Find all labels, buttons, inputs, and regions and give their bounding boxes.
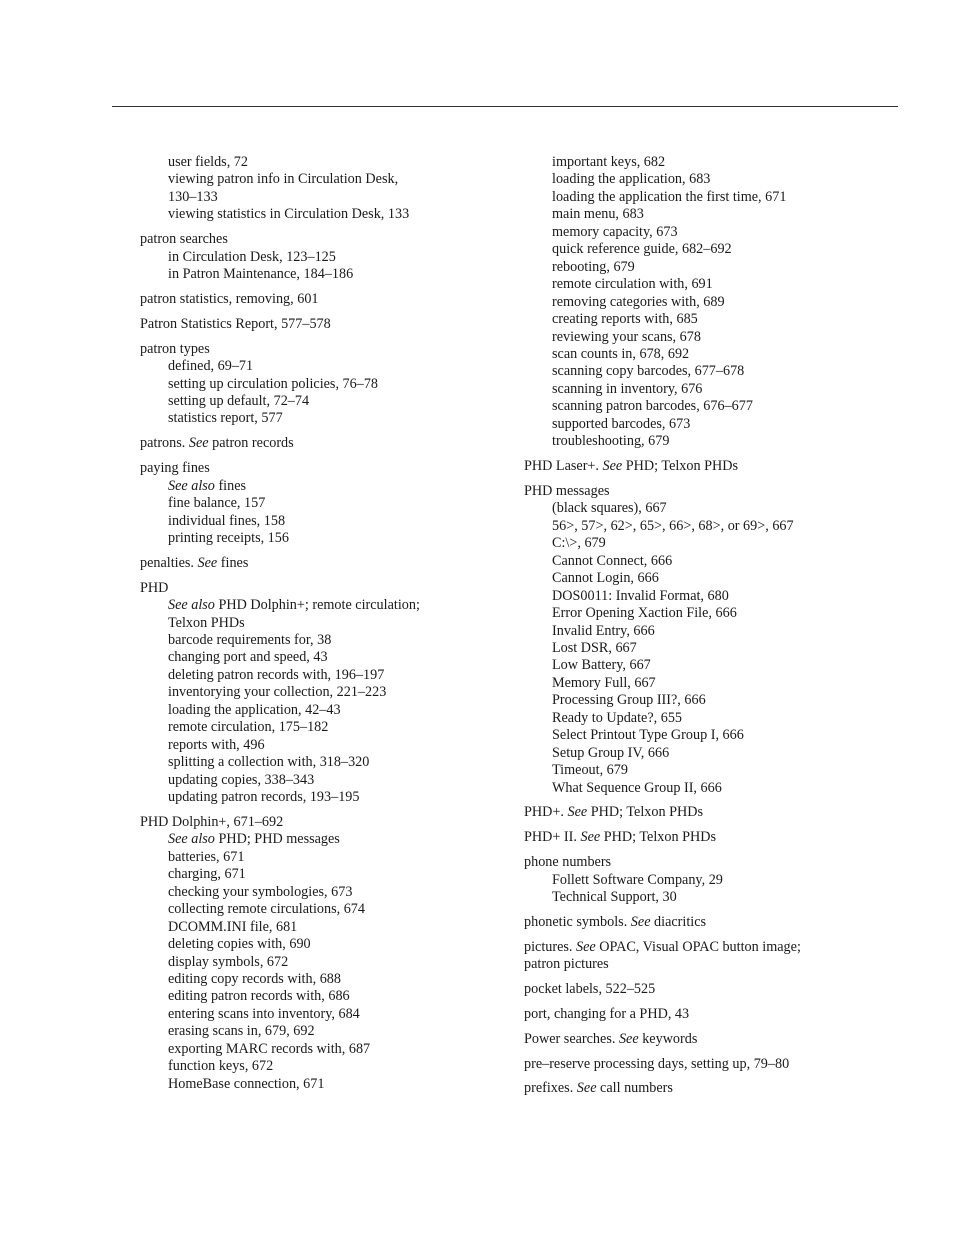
index-entry — [140, 291, 470, 308]
index-heading — [140, 580, 470, 597]
index-subentry-continuation: 130–133 — [168, 188, 218, 205]
index-subentry — [524, 346, 864, 363]
index-heading — [140, 341, 470, 358]
index-subentry — [524, 745, 864, 762]
index-subentry-text: Memory Full, 667 — [552, 674, 656, 691]
index-heading-text: phonetic symbols. — [524, 913, 628, 930]
index-subentry-text: troubleshooting, 679 — [552, 433, 670, 450]
see-reference-label: See — [618, 1030, 639, 1047]
see-reference-target: call numbers — [600, 1080, 673, 1097]
index-subentry-text: inventorying your collection, 221–223 — [168, 684, 387, 701]
index-subentry — [140, 1041, 470, 1058]
index-heading-text: PHD Dolphin+, 671–692 — [140, 813, 284, 830]
index-heading-text: penalties. — [140, 554, 194, 571]
see-reference-target: diacritics — [654, 913, 707, 930]
index-subentry-text: editing patron records with, 686 — [168, 988, 350, 1005]
index-subentry-text: DOS0011: Invalid Format, 680 — [552, 587, 729, 604]
index-subentry — [140, 154, 470, 171]
index-subentry — [140, 1076, 470, 1093]
index-subentry — [140, 971, 470, 988]
index-subentry-text: loading the application the first time, 671 — [552, 188, 787, 205]
index-subentry — [524, 381, 864, 398]
index-subentry — [140, 249, 470, 266]
index-heading-text: PHD messages — [524, 482, 610, 499]
index-subentry-continuation: Telxon PHDs — [168, 614, 245, 631]
index-entry — [524, 914, 864, 931]
index-subentry — [524, 623, 864, 640]
index-subentry — [140, 632, 470, 649]
index-subentry-text: splitting a collection with, 318–320 — [168, 754, 370, 771]
index-entry — [140, 435, 470, 452]
index-subentry-text: deleting copies with, 690 — [168, 936, 311, 953]
index-subentry — [140, 393, 470, 410]
index-heading-text: PHD+ II. — [524, 829, 577, 846]
index-subentry-text: in Circulation Desk, 123–125 — [168, 248, 336, 265]
see-reference-target: PHD; Telxon PHDs — [603, 829, 716, 846]
see-reference-label: See — [567, 804, 588, 821]
index-subentry-text: C:\>, 679 — [552, 535, 606, 552]
index-subentry-text: changing port and speed, 43 — [168, 649, 328, 666]
index-subentry — [524, 416, 864, 433]
index-subentry-text: HomeBase connection, 671 — [168, 1075, 325, 1092]
index-subentry — [524, 433, 864, 450]
index-subentry-text: PHD; PHD messages — [218, 831, 340, 848]
index-subentry-text: main menu, 683 — [552, 206, 644, 223]
index-heading-text: Power searches. — [524, 1030, 616, 1047]
index-subentry-text: scanning patron barcodes, 676–677 — [552, 398, 753, 415]
index-column-left — [140, 154, 470, 1101]
index-heading — [524, 939, 864, 974]
index-heading — [524, 1031, 864, 1048]
index-subentry-text: loading the application, 683 — [552, 171, 711, 188]
index-entry — [140, 341, 470, 428]
index-subentry — [524, 311, 864, 328]
index-subentry — [524, 500, 864, 517]
index-subentry — [140, 901, 470, 918]
see-reference-label: See — [580, 829, 601, 846]
index-subentry — [524, 889, 864, 906]
index-heading — [524, 1080, 864, 1097]
index-subentry — [140, 667, 470, 684]
index-subentry-text: editing copy records with, 688 — [168, 971, 341, 987]
index-subentry-text: in Patron Maintenance, 184–186 — [168, 266, 354, 283]
index-subentry — [524, 640, 864, 657]
index-subentry — [140, 1023, 470, 1040]
index-subentry — [140, 831, 470, 848]
index-heading-text: PHD Laser+. — [524, 458, 599, 475]
index-heading — [140, 316, 470, 333]
index-subentry-text: deleting patron records with, 196–197 — [168, 666, 385, 683]
index-subentry-text: statistics report, 577 — [168, 410, 283, 427]
index-subentry — [140, 737, 470, 754]
index-entry — [140, 460, 470, 547]
index-subentry-text: Error Opening Xaction File, 666 — [552, 605, 737, 622]
index-subentry-text: barcode requirements for, 38 — [168, 632, 332, 648]
index-subentry-text: Invalid Entry, 666 — [552, 622, 655, 639]
index-subentry — [524, 241, 864, 258]
index-entry — [524, 1056, 864, 1073]
index-subentry-text: 56>, 57>, 62>, 65>, 66>, 68>, or 69>, 667 — [552, 517, 794, 534]
index-subentry — [140, 206, 470, 223]
index-subentry — [524, 710, 864, 727]
index-subentry — [524, 675, 864, 692]
index-subentry — [140, 719, 470, 736]
index-subentry-text: updating patron records, 193–195 — [168, 789, 360, 806]
see-reference-target: OPAC, Visual OPAC button image; — [599, 938, 801, 955]
index-subentry — [140, 754, 470, 771]
index-subentry — [140, 513, 470, 530]
index-heading-text: pocket labels, 522–525 — [524, 981, 656, 998]
index-subentry — [140, 376, 470, 393]
index-entry — [140, 154, 470, 224]
index-subentry — [524, 535, 864, 552]
index-subentry-text: collecting remote circulations, 674 — [168, 901, 365, 918]
index-subentry — [524, 553, 864, 570]
index-heading — [524, 854, 864, 871]
see-reference-label: See — [576, 1080, 597, 1097]
index-subentry — [524, 329, 864, 346]
index-entry — [140, 316, 470, 333]
index-subentry — [524, 692, 864, 709]
index-heading-text: prefixes. — [524, 1080, 574, 1097]
index-subentry — [140, 789, 470, 806]
index-subentry-text: Cannot Connect, 666 — [552, 552, 673, 569]
index-heading-text: patron types — [140, 340, 210, 357]
index-subentry-text: remote circulation with, 691 — [552, 276, 713, 293]
index-heading-text: paying fines — [140, 460, 210, 477]
see-reference-target: fines — [220, 554, 249, 571]
index-subentry-text: batteries, 671 — [168, 848, 245, 865]
index-heading-text: phone numbers — [524, 854, 612, 871]
index-subentry-text: reviewing your scans, 678 — [552, 328, 701, 345]
index-subentry-text: Processing Group III?, 666 — [552, 692, 706, 709]
see-also-label: See also — [168, 597, 215, 614]
index-subentry-text: charging, 671 — [168, 866, 246, 883]
index-subentry-text: scan counts in, 678, 692 — [552, 345, 690, 362]
index-heading — [524, 1056, 864, 1073]
index-subentry — [140, 530, 470, 547]
index-heading-text: pre–reserve processing days, setting up, 79–80 — [524, 1055, 790, 1072]
index-subentry — [140, 358, 470, 375]
index-subentry-text: exporting MARC records with, 687 — [168, 1040, 371, 1057]
index-subentry — [140, 1006, 470, 1023]
index-subentry-text: setting up default, 72–74 — [168, 393, 310, 409]
index-heading — [524, 1006, 864, 1023]
index-entry — [524, 1080, 864, 1097]
index-subentry — [140, 866, 470, 883]
index-subentry-text: Timeout, 679 — [552, 762, 628, 779]
index-subentry — [140, 597, 470, 632]
index-entry — [524, 1006, 864, 1023]
index-subentry-text: memory capacity, 673 — [552, 223, 678, 240]
index-subentry-text: erasing scans in, 679, 692 — [168, 1023, 315, 1040]
index-subentry — [524, 518, 864, 535]
index-heading-text: PHD+. — [524, 804, 564, 821]
index-subentry-text: Select Printout Type Group I, 666 — [552, 727, 744, 744]
index-subentry — [524, 657, 864, 674]
index-subentry-text: (black squares), 667 — [552, 500, 667, 517]
index-heading — [524, 483, 864, 500]
index-subentry-text: Follett Software Company, 29 — [552, 871, 723, 888]
index-subentry-text: setting up circulation policies, 76–78 — [168, 375, 379, 392]
see-reference-label: See — [188, 435, 209, 452]
index-subentry-text: user fields, 72 — [168, 154, 248, 170]
index-heading — [140, 291, 470, 308]
index-subentry-text: defined, 69–71 — [168, 358, 254, 375]
index-subentry — [524, 727, 864, 744]
index-subentry-text: important keys, 682 — [552, 154, 666, 170]
index-subentry — [524, 154, 864, 171]
index-subentry-text: reports with, 496 — [168, 736, 265, 753]
index-heading-text: patron statistics, removing, 601 — [140, 290, 319, 307]
see-also-label: See also — [168, 477, 215, 494]
index-heading-text: patron searches — [140, 231, 228, 248]
index-subentry — [140, 410, 470, 427]
index-subentry — [140, 266, 470, 283]
index-subentry — [524, 588, 864, 605]
index-subentry — [140, 772, 470, 789]
index-entry — [524, 458, 864, 475]
index-subentry — [524, 872, 864, 889]
index-subentry-text: Ready to Update?, 655 — [552, 709, 683, 726]
index-subentry-text: Lost DSR, 667 — [552, 640, 637, 657]
see-reference-target: patron records — [212, 435, 294, 452]
see-reference-target: PHD; Telxon PHDs — [590, 804, 703, 821]
index-subentry-text: removing categories with, 689 — [552, 293, 725, 310]
index-entry — [524, 1031, 864, 1048]
index-subentry-text: checking your symbologies, 673 — [168, 883, 353, 900]
index-subentry-text: loading the application, 42–43 — [168, 701, 341, 718]
index-subentry-text: printing receipts, 156 — [168, 529, 289, 546]
index-subentry — [524, 224, 864, 241]
index-subentry-text: quick reference guide, 682–692 — [552, 241, 732, 258]
index-subentry-text: entering scans into inventory, 684 — [168, 1005, 360, 1022]
header-rule — [112, 106, 898, 107]
index-heading-text: port, changing for a PHD, 43 — [524, 1005, 690, 1022]
index-entry — [524, 981, 864, 998]
index-subentry — [140, 954, 470, 971]
index-heading-text: patrons. — [140, 435, 186, 452]
index-subentry-text: remote circulation, 175–182 — [168, 719, 329, 736]
index-subentry — [140, 988, 470, 1005]
index-subentry — [524, 259, 864, 276]
index-subentry-text: Low Battery, 667 — [552, 657, 651, 674]
index-subentry-text: display symbols, 672 — [168, 953, 289, 970]
index-entry — [140, 231, 470, 283]
index-subentry — [524, 780, 864, 797]
index-subentry — [524, 294, 864, 311]
index-subentry-text: function keys, 672 — [168, 1058, 274, 1075]
index-subentry — [140, 884, 470, 901]
see-reference-label: See — [576, 938, 596, 955]
index-heading-text: pictures. — [524, 938, 573, 955]
index-subentry — [524, 171, 864, 188]
index-subentry-text: Setup Group IV, 666 — [552, 744, 670, 761]
index-subentry-text: What Sequence Group II, 666 — [552, 779, 722, 796]
see-also-label: See also — [168, 831, 215, 848]
index-subentry — [524, 605, 864, 622]
index-heading-text: Patron Statistics Report, 577–578 — [140, 315, 331, 332]
index-heading — [524, 914, 864, 931]
index-heading — [140, 435, 470, 452]
index-subentry — [524, 762, 864, 779]
index-subentry — [524, 398, 864, 415]
index-subentry — [140, 495, 470, 512]
index-subentry — [524, 363, 864, 380]
index-subentry — [140, 849, 470, 866]
see-reference-label: See — [630, 913, 651, 930]
index-heading-continuation: patron pictures — [524, 956, 609, 973]
see-reference-target: keywords — [642, 1030, 698, 1047]
index-entry — [524, 854, 864, 906]
index-subentry — [140, 702, 470, 719]
index-subentry — [140, 919, 470, 936]
index-subentry-text: individual fines, 158 — [168, 512, 286, 529]
index-subentry-text: PHD Dolphin+; remote circulation; — [218, 597, 420, 614]
index-entry — [524, 483, 864, 797]
index-subentry — [524, 276, 864, 293]
index-entry — [140, 555, 470, 572]
index-subentry — [524, 206, 864, 223]
index-heading — [140, 814, 470, 831]
index-column-right — [524, 154, 864, 1105]
index-subentry — [140, 936, 470, 953]
index-subentry-text: updating copies, 338–343 — [168, 771, 315, 788]
see-reference-target: PHD; Telxon PHDs — [625, 458, 739, 475]
index-subentry-text: Technical Support, 30 — [552, 889, 677, 906]
index-subentry-text: fine balance, 157 — [168, 495, 266, 512]
index-subentry-text: Cannot Login, 666 — [552, 570, 659, 587]
index-subentry-text: creating reports with, 685 — [552, 311, 698, 328]
index-entry — [524, 804, 864, 821]
index-heading — [524, 458, 864, 475]
index-subentry-text: viewing patron info in Circulation Desk, — [168, 171, 399, 188]
index-subentry — [140, 171, 470, 206]
index-heading — [524, 981, 864, 998]
index-entry — [140, 580, 470, 807]
index-entry — [524, 829, 864, 846]
index-entry — [140, 814, 470, 1093]
see-reference-label: See — [602, 458, 623, 475]
index-subentry — [140, 478, 470, 495]
index-heading — [140, 231, 470, 248]
index-subentry-text: fines — [218, 477, 247, 494]
index-entry — [524, 154, 864, 451]
index-subentry — [140, 684, 470, 701]
index-subentry-text: DCOMM.INI file, 681 — [168, 918, 298, 935]
index-entry — [524, 939, 864, 974]
index-subentry — [524, 189, 864, 206]
index-subentry-text: rebooting, 679 — [552, 258, 635, 275]
index-heading — [524, 804, 864, 821]
index-subentry-text: scanning copy barcodes, 677–678 — [552, 363, 745, 380]
see-reference-label: See — [197, 554, 218, 571]
index-subentry — [140, 1058, 470, 1075]
index-subentry-text: scanning in inventory, 676 — [552, 380, 703, 397]
index-subentry-text: viewing statistics in Circulation Desk, 133 — [168, 206, 410, 223]
index-heading — [140, 555, 470, 572]
index-heading — [140, 460, 470, 477]
index-subentry — [524, 570, 864, 587]
index-subentry-text: supported barcodes, 673 — [552, 415, 691, 432]
index-subentry — [140, 649, 470, 666]
index-heading — [524, 829, 864, 846]
index-heading-text: PHD — [140, 579, 169, 596]
